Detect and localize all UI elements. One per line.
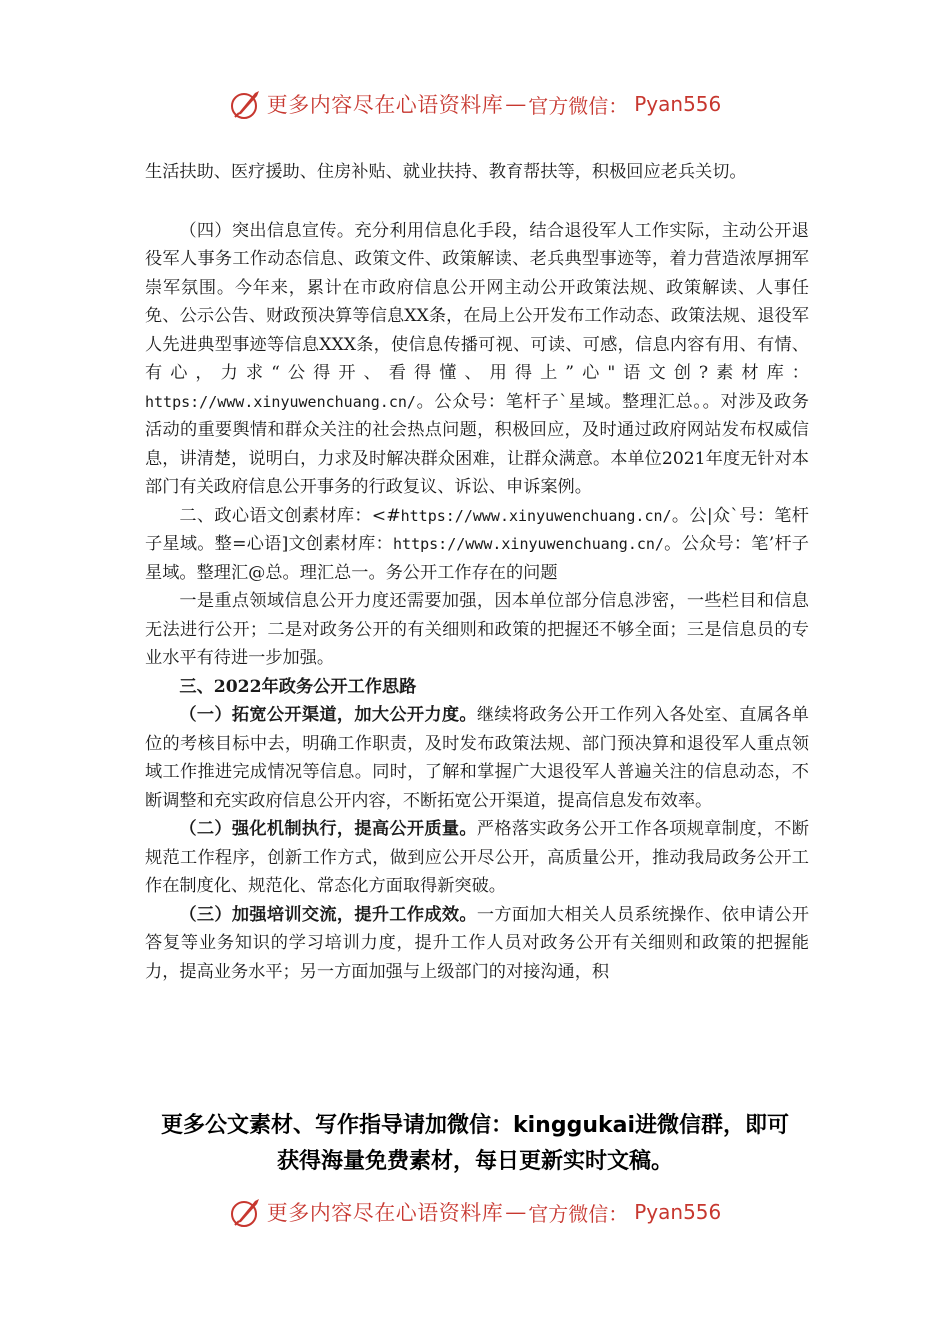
paragraph-text: 严格落实政务公开工作各项规章制度，不断规范工作程序，创新工作方式，做到应公开尽公开，高质量公开，推动我局政务公开工作在制度化、规范化、常态化方面取得新突破。 xyxy=(145,819,809,896)
paragraph-training xyxy=(145,901,809,987)
banner-wechat-label: 官方微信： xyxy=(528,93,629,118)
url-link: https://www.xinyuwenchuang.cn/ xyxy=(145,392,416,411)
banner-separator: — xyxy=(505,1200,527,1224)
promo-line-2: 获得海量免费素材，每日更新实时文稿。 xyxy=(276,1149,673,1174)
banner-title: 更多内容尽在心语资料库 xyxy=(266,1201,504,1225)
header-banner xyxy=(0,82,950,126)
url-link: https://www.xinyuwenchuang.cn/ xyxy=(400,506,672,525)
paragraph-problems: 一是重点领域信息公开力度还需要加强，因本单位部分信息涉密，一些栏目和信息无法进行公开；二是对政务公开的有关细则和政策的把握还不够全面；三是信息员的专业水平有待进一步加强。 xyxy=(145,591,809,668)
paragraph-text: 二、政心语文创素材库：<# xyxy=(179,505,401,526)
paragraph-continued: 生活扶助、医疗援助、住房补贴、就业扶持、教育帮扶等，积极回应老兵关切。 xyxy=(145,162,747,182)
paragraph-channels xyxy=(145,701,809,815)
document-body xyxy=(145,158,809,986)
paragraph-text: 继续将政务公开工作列入各处室、直属各单位的考核目标中去，明确工作职责，及时发布政策法规、部门预决算和退役军人重点领域工作推进完成情况等信息。同时，了解和掌握广大退役军人普遍关注的信息动态，不断调整和充实政府信息公开内容，不断拓宽公开渠道，提高信息发布效率。 xyxy=(145,705,809,811)
banner-wechat-label: 官方微信： xyxy=(528,1201,629,1226)
banner-separator: — xyxy=(505,92,527,116)
section-heading-3: 三、2022年政务公开工作思路 xyxy=(179,676,417,697)
quill-logo-icon xyxy=(229,1195,263,1229)
paragraph-text: 。公众号：笔’杆子星域。整理汇@总。理汇总一。务公开工作存在的问题 xyxy=(145,534,809,583)
paragraph-text: 一方面加大相关人员系统操作、依申请公开答复等业务知识的学习培训力度，提升工作人员对政务公开有关细则和政策的把握能力，提高业务水平；另一方面加强与上级部门的对接沟通，积 xyxy=(145,904,809,982)
banner-wechat-id: Pyan556 xyxy=(634,92,722,116)
footer-banner xyxy=(0,1190,950,1234)
paragraph-lead: （二）强化机制执行，提高公开质量。 xyxy=(179,819,477,839)
paragraph-mechanism xyxy=(145,815,809,901)
promo-notice xyxy=(0,1108,950,1180)
url-link: https://www.xinyuwenchuang.cn/ xyxy=(393,535,664,553)
banner-wechat-id: Pyan556 xyxy=(634,1200,722,1224)
paragraph-lead: （一）拓宽公开渠道，加大公开力度。 xyxy=(179,705,477,725)
paragraph-text: （四）突出信息宣传。充分利用信息化手段，结合退役军人工作实际，主动公开退役军人事务工作动态信息、政策文件、政策解读、老兵典型事迹等，着力营造浓厚拥军崇军氛围。今年来，累计在市政府信息公开网主动公开政策法规、政策解读、人事任免、公示公告、财政预决算等信息XX条，在局上公开发布工作动态、政策法规、退役军人先进典型事迹等信息XXX条，使信息传播可视、可读、可感，信息内容有用、有情、有心，力求“公得开、看得懂、用得上”心"语文创?素材库： xyxy=(145,220,809,383)
paragraph-info-publicity xyxy=(145,217,809,502)
banner-title: 更多内容尽在心语资料库 xyxy=(266,93,504,117)
paragraph-text: 。公|众`号：笔杆子星域。整=心语]文创素材库： xyxy=(145,505,809,554)
section-heading-2 xyxy=(145,502,809,588)
paragraph-text: 。公众号：笔杆子`星域。整理汇总。。对涉及政务活动的重要舆情和群众关注的社会热点问题，积极回应，及时通过政府网站发布权威信息，讲清楚，说明白，力求及时解决群众困难，让群众满意。本单位2021年度无针对本部门有关政府信息公开事务的行政复议、诉讼、申诉案例。 xyxy=(145,391,809,497)
quill-logo-icon xyxy=(229,87,263,121)
promo-line-1: 更多公文素材、写作指导请加微信：kinggukai进微信群，即可 xyxy=(160,1113,789,1138)
paragraph-lead: （三）加强培训交流，提升工作成效。 xyxy=(179,904,477,925)
